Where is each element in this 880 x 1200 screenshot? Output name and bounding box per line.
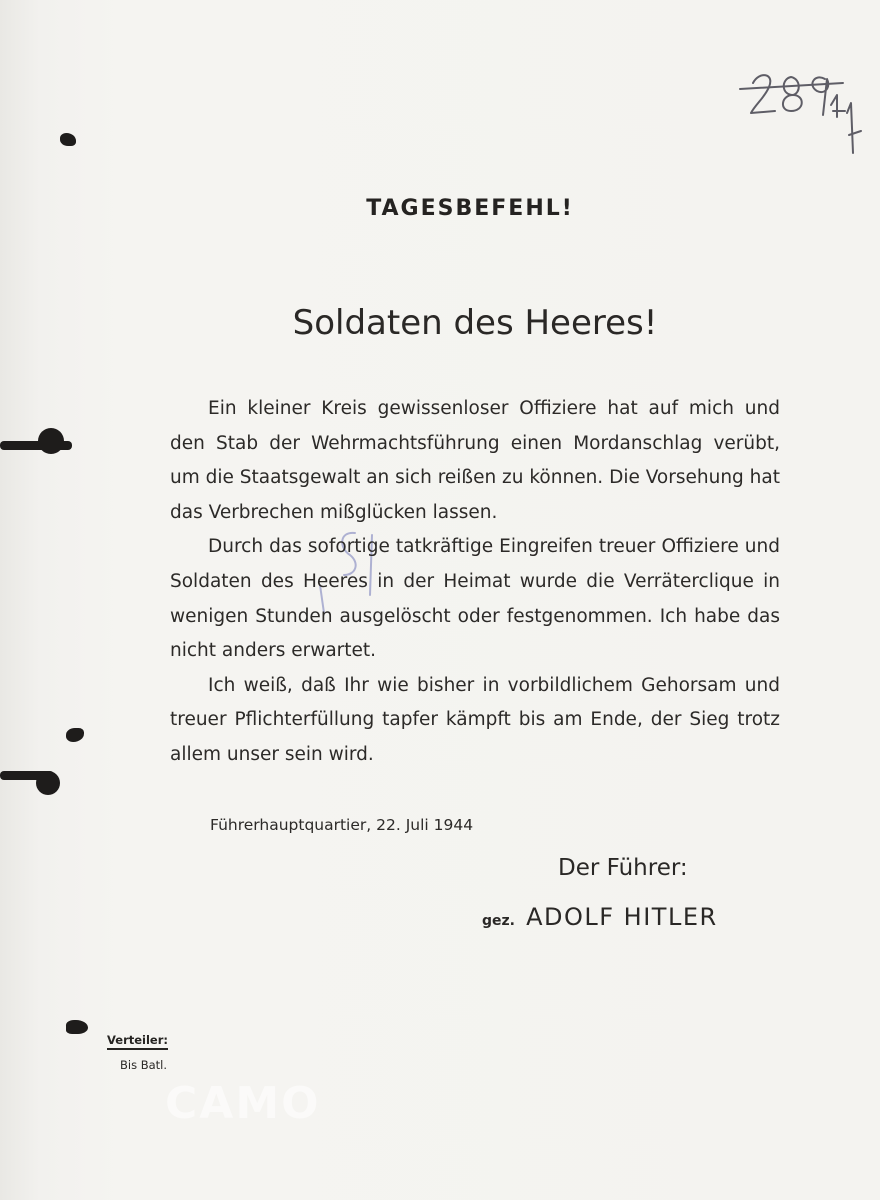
order-body	[170, 392, 780, 773]
distribution-value: Bis Batl.	[120, 1058, 168, 1072]
signature-line	[482, 903, 718, 931]
binder-fastener-top-knob	[38, 428, 64, 454]
paper-damage-mark	[66, 728, 84, 742]
distribution-label: Verteiler:	[107, 1033, 168, 1050]
paragraph-3: Ich weiß, daß Ihr wie bisher in vorbildlichem Gehorsam und treuer Pflichterfüllung tapfer kämpft bis am Ende, der Sieg trotz allem unser sein wird.	[170, 674, 780, 765]
paper-damage-mark	[60, 133, 76, 146]
paragraph-1: Ein kleiner Kreis gewissenloser Offiziere hat auf mich und den Stab der Wehrmachtsführung einen Mordanschlag verübt, um die Staatsgewalt an sich reißen zu können. Die Vorsehung hat das Verbrechen mißglücken lassen.	[170, 398, 780, 523]
salutation: Soldaten des Heeres!	[292, 303, 658, 343]
place-and-date: Führerhauptquartier, 22. Juli 1944	[210, 816, 474, 834]
signature-prefix: gez.	[482, 913, 515, 929]
document-heading: TAGESBEFEHL!	[366, 196, 574, 221]
signature-title: Der Führer:	[558, 855, 688, 881]
binder-fastener-bottom-knob	[36, 771, 60, 795]
signature-name: ADOLF HITLER	[526, 903, 718, 931]
paragraph-2: Durch das sofortige tatkräftige Eingreifen treuer Offiziere und Soldaten des Heeres in der Heimat wurde die Verräterclique in wenigen Stunden ausgelöscht oder festgenommen. Ich habe das nicht anders erwartet.	[170, 536, 780, 662]
handwritten-archive-number	[735, 55, 870, 165]
watermark: CAMO	[165, 1078, 321, 1129]
paper-damage-mark	[66, 1020, 88, 1034]
